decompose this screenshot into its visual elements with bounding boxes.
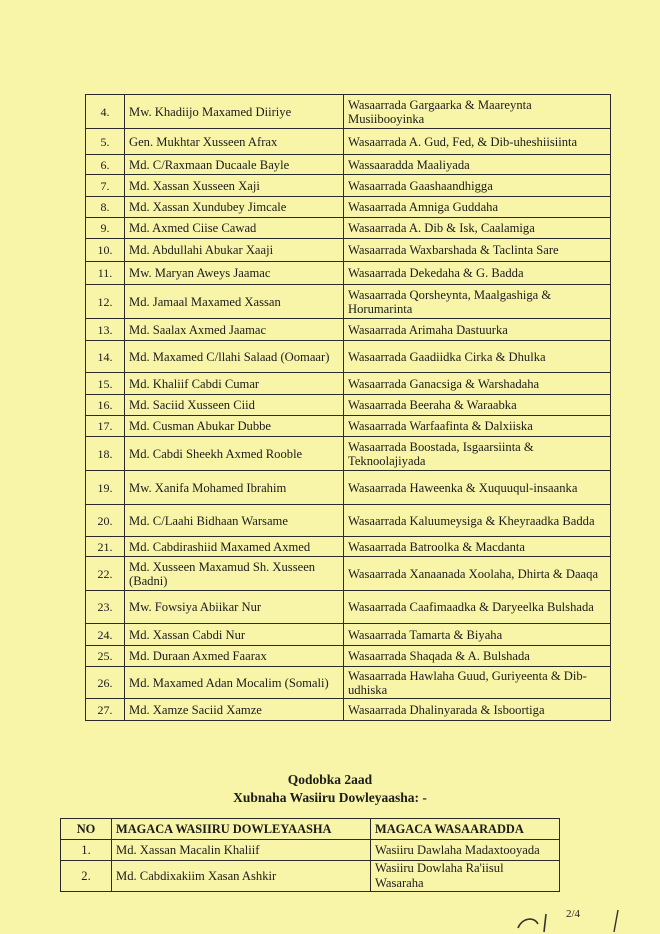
ministry-name: Wasiiru Dawlaha Madaxtooyada: [371, 840, 560, 861]
ministry-name: Wasaarrada Qorsheynta, Maalgashiga & Horumarinta: [344, 285, 611, 319]
row-number: 19.: [86, 471, 125, 505]
row-number: 26.: [86, 667, 125, 699]
table-row: [86, 591, 611, 624]
row-number: 21.: [86, 537, 125, 557]
row-number: 24.: [86, 624, 125, 646]
row-number: 14.: [86, 341, 125, 373]
row-number: 2.: [61, 861, 112, 892]
state-minister-name: Md. Cabdixakiim Xasan Ashkir: [112, 861, 371, 892]
minister-name: Mw. Maryan Aweys Jaamac: [125, 262, 344, 285]
table-row: [86, 699, 611, 721]
table-row: [86, 667, 611, 699]
table-row: [86, 646, 611, 667]
ministry-name: Wasaarrada Dekedaha & G. Badda: [344, 262, 611, 285]
row-number: 20.: [86, 505, 125, 537]
ministry-name: Wasiiru Dowlaha Ra'iisul Wasaraha: [371, 861, 560, 892]
ministry-name: Wasaarrada Arimaha Dastuurka: [344, 319, 611, 341]
state-minister-name: Md. Xassan Macalin Khaliif: [112, 840, 371, 861]
table-row: [61, 840, 560, 861]
row-number: 23.: [86, 591, 125, 624]
header-ministry: MAGACA WASAARADDA: [371, 819, 560, 840]
ministry-name: Wasaarrada Warfaafinta & Dalxiiska: [344, 416, 611, 437]
header-no: NO: [61, 819, 112, 840]
minister-name: Md. Cusman Abukar Dubbe: [125, 416, 344, 437]
row-number: 18.: [86, 437, 125, 471]
table-row: [61, 861, 560, 892]
row-number: 16.: [86, 395, 125, 416]
row-number: 1.: [61, 840, 112, 861]
page-number: 2/4: [566, 908, 581, 920]
minister-name: Mw. Khadiijo Maxamed Diiriye: [125, 95, 344, 129]
row-number: 5.: [86, 129, 125, 155]
row-number: 8.: [86, 197, 125, 218]
table-row: [86, 505, 611, 537]
minister-name: Mw. Fowsiya Abiikar Nur: [125, 591, 344, 624]
minister-name: Mw. Xanifa Mohamed Ibrahim: [125, 471, 344, 505]
ministry-name: Wasaarrada Hawlaha Guud, Guriyeenta & Dib-udhiska: [344, 667, 611, 699]
table-row: [86, 218, 611, 239]
row-number: 11.: [86, 262, 125, 285]
minister-name: Md. Xassan Xundubey Jimcale: [125, 197, 344, 218]
table-row: [86, 341, 611, 373]
row-number: 12.: [86, 285, 125, 319]
table-row: [86, 471, 611, 505]
row-number: 13.: [86, 319, 125, 341]
table-row: [86, 155, 611, 175]
table-row: [86, 175, 611, 197]
ministry-name: Wasaarrada A. Gud, Fed, & Dib-uheshiisiinta: [344, 129, 611, 155]
table-row: [86, 416, 611, 437]
ministry-name: Wasaarrada A. Dib & Isk, Caalamiga: [344, 218, 611, 239]
row-number: 15.: [86, 373, 125, 395]
table-row: [86, 197, 611, 218]
state-ministers-table-body: [61, 840, 560, 892]
table-row: [86, 95, 611, 129]
minister-name: Gen. Mukhtar Xusseen Afrax: [125, 129, 344, 155]
table-row: [86, 319, 611, 341]
row-number: 27.: [86, 699, 125, 721]
row-number: 7.: [86, 175, 125, 197]
ministry-name: Wassaaradda Maaliyada: [344, 155, 611, 175]
table-row: [86, 373, 611, 395]
minister-name: Md. Xassan Cabdi Nur: [125, 624, 344, 646]
minister-name: Md. Maxamed C/llahi Salaad (Oomaar): [125, 341, 344, 373]
signature-scribble-icon: [500, 906, 630, 934]
table-row: [86, 557, 611, 591]
ministry-name: Wasaarrada Gaadiidka Cirka & Dhulka: [344, 341, 611, 373]
state-ministers-table: [60, 818, 560, 892]
minister-name: Md. Cabdi Sheekh Axmed Rooble: [125, 437, 344, 471]
minister-name: Md. Saciid Xusseen Ciid: [125, 395, 344, 416]
ministry-name: Wasaarrada Boostada, Isgaarsiinta & Teknoolajiyada: [344, 437, 611, 471]
row-number: 9.: [86, 218, 125, 239]
ministry-name: Wasaarrada Caafimaadka & Daryeelka Bulshada: [344, 591, 611, 624]
table-row: [86, 129, 611, 155]
section-subtitle: Xubnaha Wasiiru Dowleyaasha: -: [233, 790, 427, 805]
table-row: [86, 285, 611, 319]
ministry-name: Wasaarrada Shaqada & A. Bulshada: [344, 646, 611, 667]
table-row: [86, 537, 611, 557]
minister-name: Md. Axmed Ciise Cawad: [125, 218, 344, 239]
row-number: 10.: [86, 239, 125, 262]
table-row: [86, 624, 611, 646]
minister-name: Md. Saalax Axmed Jaamac: [125, 319, 344, 341]
ministry-name: Wasaarrada Haweenka & Xuquuqul-insaanka: [344, 471, 611, 505]
minister-name: Md. Xassan Xusseen Xaji: [125, 175, 344, 197]
minister-name: Md. C/Laahi Bidhaan Warsame: [125, 505, 344, 537]
ministry-name: Wasaarrada Waxbarshada & Taclinta Sare: [344, 239, 611, 262]
ministers-table-body: [86, 95, 611, 721]
ministers-table: [85, 94, 611, 721]
ministry-name: Wasaarrada Gaashaandhigga: [344, 175, 611, 197]
row-number: 17.: [86, 416, 125, 437]
ministry-name: Wasaarrada Ganacsiga & Warshadaha: [344, 373, 611, 395]
row-number: 6.: [86, 155, 125, 175]
table-row: [86, 239, 611, 262]
ministry-name: Wasaarrada Dhalinyarada & Isboortiga: [344, 699, 611, 721]
ministry-name: Wasaarrada Kaluumeysiga & Kheyraadka Badda: [344, 505, 611, 537]
ministry-name: Wasaarrada Amniga Guddaha: [344, 197, 611, 218]
ministry-name: Wasaarrada Batroolka & Macdanta: [344, 537, 611, 557]
minister-name: Md. Abdullahi Abukar Xaaji: [125, 239, 344, 262]
minister-name: Md. Xusseen Maxamud Sh. Xusseen (Badni): [125, 557, 344, 591]
section-title: Qodobka 2aad: [287, 772, 373, 787]
table-header-row: [61, 819, 560, 840]
minister-name: Md. C/Raxmaan Ducaale Bayle: [125, 155, 344, 175]
table-row: [86, 262, 611, 285]
header-name: MAGACA WASIIRU DOWLEYAASHA: [112, 819, 371, 840]
row-number: 4.: [86, 95, 125, 129]
minister-name: Md. Jamaal Maxamed Xassan: [125, 285, 344, 319]
row-number: 22.: [86, 557, 125, 591]
minister-name: Md. Xamze Saciid Xamze: [125, 699, 344, 721]
ministry-name: Wasaarrada Xanaanada Xoolaha, Dhirta & Daaqa: [344, 557, 611, 591]
table-row: [86, 437, 611, 471]
minister-name: Md. Khaliif Cabdi Cumar: [125, 373, 344, 395]
row-number: 25.: [86, 646, 125, 667]
ministry-name: Wasaarrada Beeraha & Waraabka: [344, 395, 611, 416]
ministry-name: Wasaarrada Tamarta & Biyaha: [344, 624, 611, 646]
minister-name: Md. Cabdirashiid Maxamed Axmed: [125, 537, 344, 557]
table-row: [86, 395, 611, 416]
minister-name: Md. Maxamed Adan Mocalim (Somali): [125, 667, 344, 699]
ministry-name: Wasaarrada Gargaarka & Maareynta Musiibooyinka: [344, 95, 611, 129]
minister-name: Md. Duraan Axmed Faarax: [125, 646, 344, 667]
